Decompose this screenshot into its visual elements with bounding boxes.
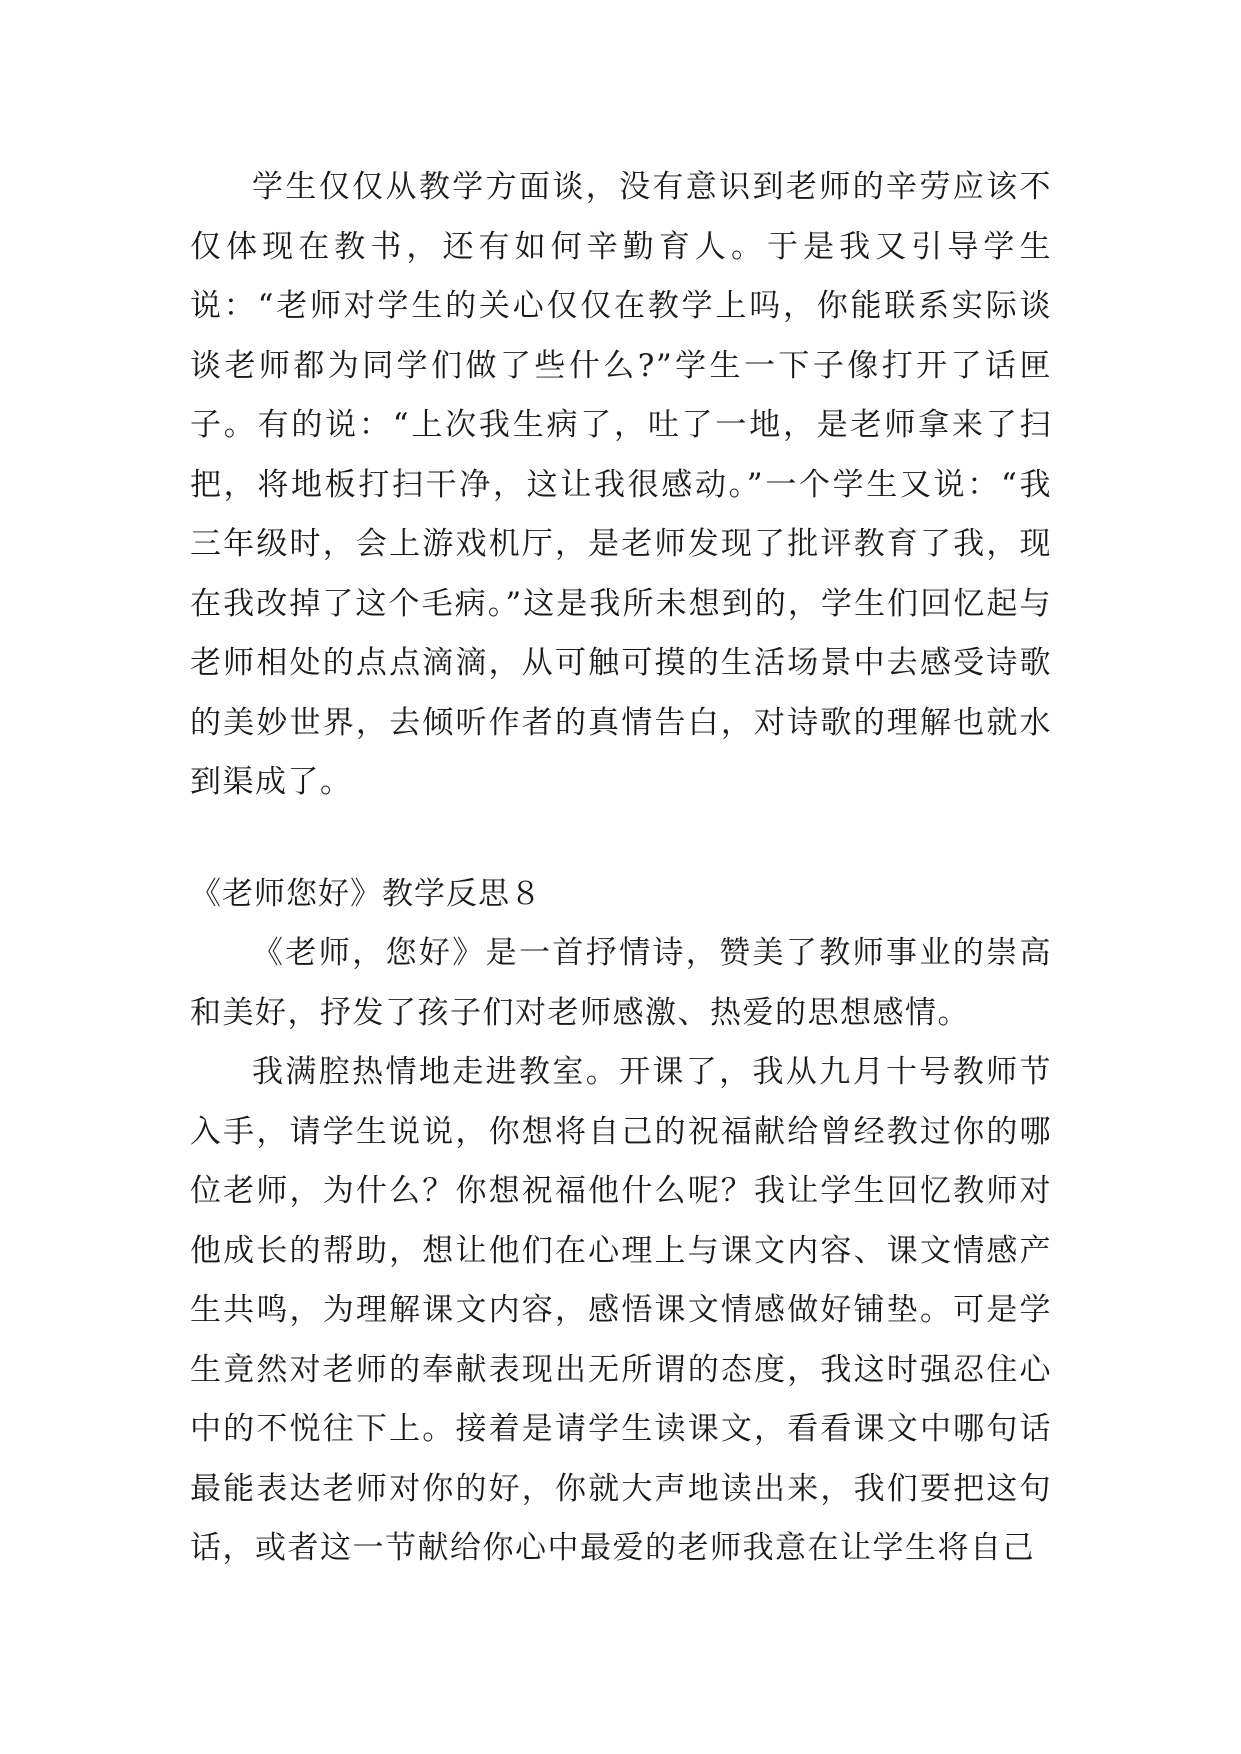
paragraph: 我满腔热情地走进教室。开课了，我从九月十号教师节入手，请学生说说，你想将自己的祝福献给曾经教过你的哪位老师，为什么？你想祝福他什么呢？我让学生回忆教师对他成长的帮助，想让他们在心理上与课文内容、课文情感产生共鸣，为理解课文内容，感悟课文情感做好铺垫。可是学生竟然对老师的奉献表现出无所谓的态度，我这时强忍住心中的不悦往下上。接着是请学生读课文，看看课文中哪句话最能表达老师对你的好，你就大声地读出来，我们要把这句话，或者这一节献给你心中最爱的老师我意在让学生将自己: [190, 1054, 1052, 1566]
document-body: [190, 158, 1052, 1579]
section-heading: 《老师您好》教学反思８: [190, 875, 542, 912]
paragraph: 《老师，您好》是一首抒情诗，赞美了教师事业的崇高和美好，抒发了孩子们对老师感激、热爱的思想感情。: [190, 935, 1052, 1031]
paragraph: 学生仅仅从教学方面谈，没有意识到老师的辛劳应该不仅体现在教书，还有如何辛勤育人。于是我又引导学生说：“老师对学生的关心仅仅在教学上吗，你能联系实际谈谈老师都为同学们做了些什么?”学生一下子像打开了话匣子。有的说：“上次我生病了，吐了一地，是老师拿来了扫把，将地板打扫干净，这让我很感动。”一个学生又说：“我三年级时，会上游戏机厅，是老师发现了批评教育了我，现在我改掉了这个毛病。”这是我所未想到的，学生们回忆起与老师相处的点点滴滴，从可触可摸的生活场景中去感受诗歌的美妙世界，去倾听作者的真情告白，对诗歌的理解也就水到渠成了。: [190, 169, 1052, 800]
section-spacer: [190, 813, 1052, 865]
